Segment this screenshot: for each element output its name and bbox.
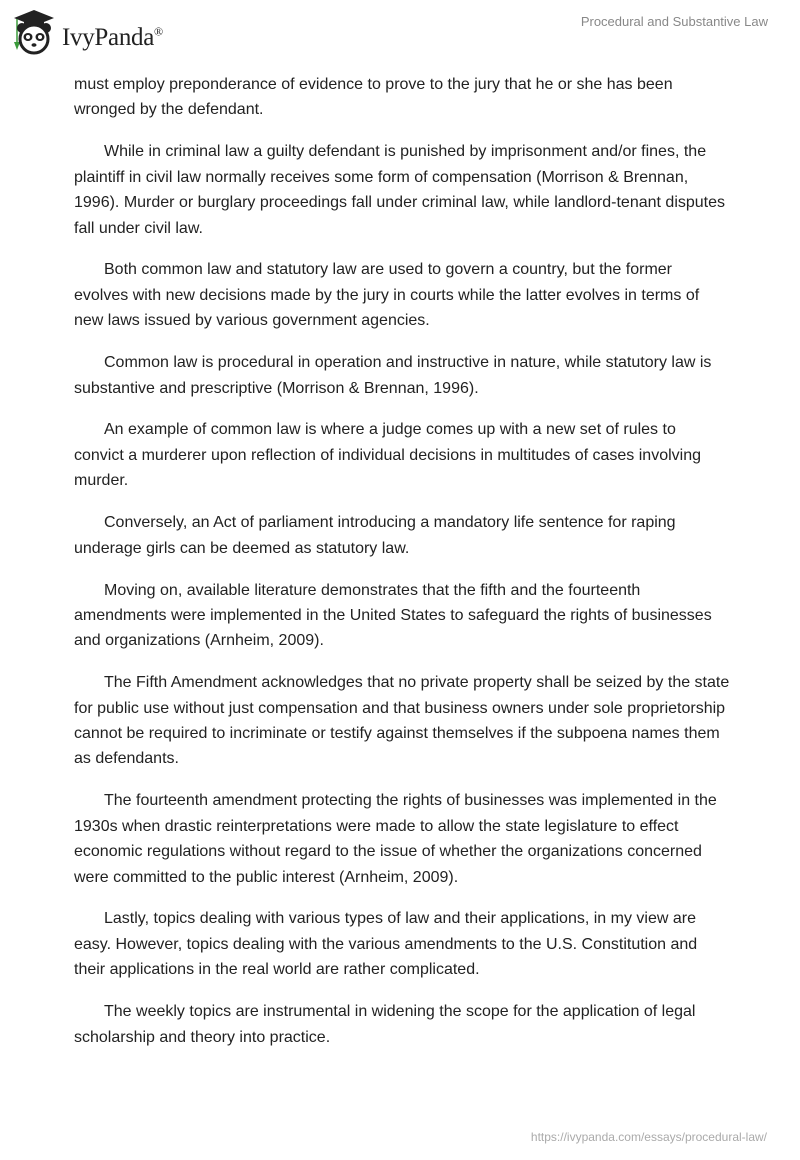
paragraph: Lastly, topics dealing with various types of law and their applications, in my view are easy. However, topics dealing with the various amendments to the U.S. Constitution and their applications in the real world are rather complicated. bbox=[74, 910, 698, 979]
panda-graduate-icon bbox=[12, 8, 56, 61]
logo-name: IvyPanda bbox=[62, 23, 155, 51]
ivypanda-logo[interactable] bbox=[12, 8, 163, 61]
essay-body bbox=[74, 72, 730, 1067]
source-url[interactable]: https://ivypanda.com/essays/procedural-law/ bbox=[530, 1130, 767, 1144]
paragraph: must employ preponderance of evidence to prove to the jury that he or she has been wronged by the defendant. bbox=[74, 76, 673, 119]
registered-mark: ® bbox=[154, 24, 163, 39]
document-title: Procedural and Substantive Law bbox=[580, 14, 768, 29]
paragraph: The fourteenth amendment protecting the rights of businesses was implemented in the 1930s when drastic reinterpretations were made to allow the state legislature to effect economic regulations without regard to the issue of whether the organizations concerned were committed to the public interest (Arnheim, 2009). bbox=[74, 792, 717, 886]
paragraph: Moving on, available literature demonstrates that the fifth and the fourteenth amendments were implemented in the United States to safeguard the rights of businesses and organizations (Arnheim, 2009). bbox=[74, 581, 712, 650]
paragraph: Conversely, an Act of parliament introducing a mandatory life sentence for raping underage girls can be deemed as statutory law. bbox=[74, 514, 676, 557]
page-header bbox=[0, 0, 800, 60]
paragraph: The weekly topics are instrumental in widening the scope for the application of legal scholarship and theory into practice. bbox=[74, 1003, 696, 1046]
paragraph: The Fifth Amendment acknowledges that no private property shall be seized by the state for public use without just compensation and that business owners under sole proprietorship cannot be required to incriminate or testify against themselves if the subpoena names them as defendants. bbox=[74, 674, 730, 768]
paragraph: While in criminal law a guilty defendant is punished by imprisonment and/or fines, the plaintiff in civil law normally receives some form of compensation (Morrison & Brennan, 1996). Murder or burglary proceedings fall under criminal law, while landlord-tenant disputes fall under civil law. bbox=[74, 143, 726, 237]
paragraph: An example of common law is where a judge comes up with a new set of rules to convict a murderer upon reflection of individual decisions in multitudes of cases involving murder. bbox=[74, 421, 701, 490]
logo-text bbox=[62, 24, 163, 52]
paragraph: Both common law and statutory law are used to govern a country, but the former evolves with new decisions made by the jury in courts while the latter evolves in terms of new laws issued by various government agencies. bbox=[74, 261, 700, 330]
paragraph: Common law is procedural in operation and instructive in nature, while statutory law is substantive and prescriptive (Morrison & Brennan, 1996). bbox=[74, 354, 712, 397]
